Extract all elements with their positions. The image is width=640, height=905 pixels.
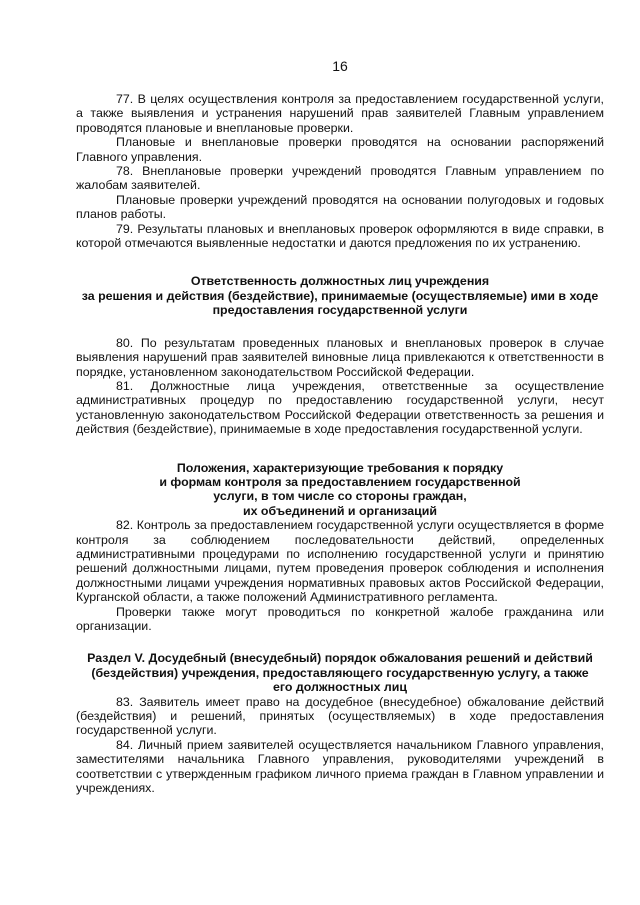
paragraph-82-complaints: Проверки также могут проводиться по конкретной жалобе гражданина или организации. — [76, 604, 604, 633]
paragraph-78: 78. Внеплановые проверки учреждений проводятся Главным управлением по жалобам заявителей. — [76, 164, 604, 193]
paragraph-77: 77. В целях осуществления контроля за предоставлением государственной услуги, а также выявления и устранения нарушений прав заявителей Главным управлением проводятся плановые и внеплановые проверки. — [76, 92, 604, 135]
heading-section-v-line-3: его должностных лиц — [272, 680, 408, 695]
heading-responsibility-line-2: за решения и действия (бездействие), принимаемые (осуществляемые) ими в ходе предоставления государственной услуги — [81, 288, 599, 318]
heading-control-line-1: Положения, характеризующие требования к порядку — [176, 460, 504, 475]
heading-section-v-line-1: Раздел V. Досудебный (внесудебный) порядок обжалования решений и действий — [87, 651, 593, 666]
heading-control-line-4: их объединений и организаций — [242, 503, 438, 518]
paragraph-78-planned-checks: Плановые проверки учреждений проводятся на основании полугодовых и годовых планов работы. — [76, 192, 604, 222]
heading-control-line-3: услуги, в том числе со стороны граждан, — [213, 489, 467, 504]
paragraph-82: 82. Контроль за предоставлением государственной услуги осуществляется в форме контроля за соблюдением последовательности действий, определенных административными процедурами по исполнению государственной услуги и принятию решений должностными лицами, путем проведения проверок соблюдения и исполнения должностными лицами учреждения нормативных правовых актов Российской Федерации, Курганской области, а также положений Административного регламента. — [76, 518, 604, 605]
paragraph-79: 79. Результаты плановых и внеплановых проверок оформляются в виде справки, в которой отмечаются выявленные недостатки и даются предложения по их устранению. — [76, 221, 604, 251]
heading-control-line-2: и формам контроля за предоставлением государственной — [159, 474, 521, 489]
paragraph-84: 84. Личный прием заявителей осуществляется начальником Главного управления, заместителями начальника Главного управления, руководителями учреждений в соответствии с утвержденным графиком личного приема граждан в Главном управлении и учреждениях. — [76, 737, 604, 796]
heading-responsibility-line-1: Ответственность должностных лиц учреждения — [190, 274, 490, 289]
paragraph-80: 80. По результатам проведенных плановых и внеплановых проверок в случае выявления нарушений прав заявителей виновные лица привлекаются к ответственности в порядке, установленном законодательством Российской Федерации. — [76, 335, 604, 379]
page-number: 16 — [332, 58, 348, 74]
paragraph-81: 81. Должностные лица учреждения, ответственные за осуществление административных процедур по предоставлению государственной услуги, несут установленную законодательством Российской Федерации ответственность за решения и действия (бездействие), принимаемые в ходе предоставления государственной услуги. — [76, 378, 604, 437]
heading-section-v-line-2: (бездействия) учреждения, предоставляющего государственную услугу, а также — [91, 665, 589, 680]
paragraph-83: 83. Заявитель имеет право на досудебное (внесудебное) обжалование действий (бездействия) и решений, принятых (осуществляемых) в ходе предоставления государственной услуги. — [76, 694, 604, 738]
paragraph-77-scheduled-checks: Плановые и внеплановые проверки проводятся на основании распоряжений Главного управления. — [76, 135, 604, 164]
